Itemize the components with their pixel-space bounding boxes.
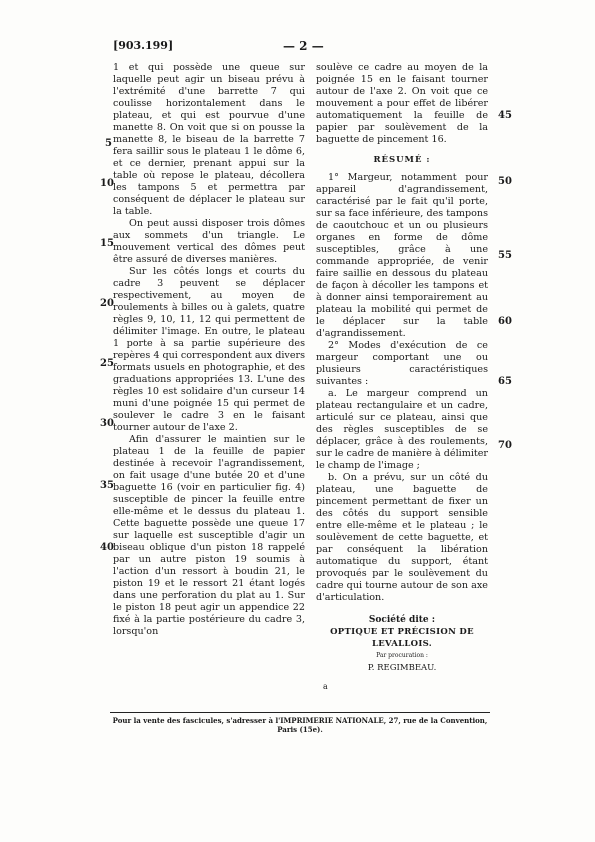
- resume-title: RÉSUMÉ :: [373, 155, 431, 165]
- signature-label: Société dite :: [368, 615, 436, 625]
- patent-number: [903.199]: [113, 39, 174, 52]
- line-number: 60: [498, 316, 512, 327]
- page-header: [113, 39, 483, 55]
- line-number: 15: [100, 238, 114, 249]
- line-number: 45: [498, 110, 512, 121]
- resume-item: a. Le margeur comprend un plateau rectangulaire et un cadre, articulé sur ce plateau, ainsi que des règles susceptibles de se déplacer, grâce à des roulements, sur le cadre de manière à délimiter le champ de l'image ;: [316, 388, 489, 471]
- company-name: OPTIQUE ET PRÉCISION DE LEVALLOIS.: [330, 627, 474, 649]
- signature-block: [316, 614, 488, 674]
- line-number: 65: [498, 376, 512, 387]
- line-number: 20: [100, 298, 114, 309]
- resume-item: b. On a prévu, sur un côté du plateau, une baguette de pincement permettant de fixer un des côtés du support sensible entre elle-même et le plateau ; le soulèvement de cette baguette, et par conséquent la libération automatique du support, étant provoqués par le soulèvement du cadre qui tourne autour de son axe d'articulation.: [316, 472, 488, 603]
- paragraph: On peut aussi disposer trois dômes aux sommets d'un triangle. Le mouvement vertical des dômes peut être assuré de diverses manières.: [113, 218, 305, 265]
- line-number: 70: [498, 440, 512, 451]
- right-column: [316, 62, 488, 674]
- left-column: [113, 62, 305, 638]
- line-number: 25: [100, 358, 114, 369]
- line-number: 55: [498, 250, 512, 261]
- line-number: 10: [100, 178, 114, 189]
- paragraph: Sur les côtés longs et courts du cadre 3 peuvent se déplacer respectivement, au moyen de roulements à billes ou à galets, quatre règles 9, 10, 11, 12 qui permettent de délimiter l'image. En outre, le plateau 1 porte à sa partie supérieure des repères 4 qui correspondent aux divers formats usuels en photographie, et des graduations appropriées 13. L'une des règles 10 est solidaire d'un curseur 14 muni d'une poignée 15 qui permet de soulever le cadre 3 en le faisant tourner autour de l'axe 2.: [113, 266, 306, 433]
- line-number: 40: [100, 542, 114, 553]
- line-number: 35: [100, 480, 114, 491]
- footer-note: Pour la vente des fascicules, s'adresser à l'IMPRIMERIE NATIONALE, 27, rue de la Convention, Paris (15e).: [112, 716, 488, 734]
- footer-divider: [110, 712, 490, 713]
- page-number: — 2 —: [283, 39, 324, 53]
- resume-item: 1° Margeur, notamment pour appareil d'agrandissement, caractérisé par le fait qu'il porte, sur sa face inférieure, des tampons de caoutchouc et un ou plusieurs organes en forme de dôme susceptibles, grâce à une commande appropriée, de venir faire saillie en dessous du plateau de façon à décoller les tampons et à donner ainsi temporairement au plateau la mobilité qui permet de le déplacer sur la table d'agrandissement.: [316, 172, 488, 339]
- page-mark: a: [323, 682, 328, 691]
- line-number: 5: [105, 138, 112, 149]
- line-number: 50: [498, 176, 512, 187]
- procuration-label: Par procuration :: [376, 652, 428, 659]
- signatory-name: P. REGIMBEAU.: [367, 663, 437, 673]
- paragraph: Afin d'assurer le maintien sur le plateau 1 de la feuille de papier destinée à recevoir l'agrandissement, on fait usage d'une butée 20 et d'une baguette 16 (voir en particulier fig. 4) susceptible de pincer la feuille entre elle-même et le dessus du plateau 1. Cette baguette possède une queue 17 sur laquelle est susceptible d'agir un biseau oblique d'un piston 18 rappelé par un autre piston 19 soumis à l'action d'un ressort à boudin 21, le piston 19 et le ressort 21 étant logés dans une perforation du plat au 1. Sur le piston 18 peut agir un appendice 22 fixé à la partie postérieure du cadre 3, lorsqu'on: [113, 434, 305, 637]
- line-number: 30: [100, 418, 114, 429]
- paragraph: 1 et qui possède une queue sur laquelle peut agir un biseau prévu à l'extrémité d'une barrette 7 qui coulisse horizontalement dans le plateau, et qui est pourvue d'une manette 8. On voit que si on pousse la manette 8, le biseau de la barrette 7 fera saillir sous le plateau 1 le dôme 6, et ce dernier, prenant appui sur la table où repose le plateau, décollera les tampons 5 et permettra par conséquent de déplacer le plateau sur la table.: [113, 62, 305, 217]
- resume-item: 2° Modes d'exécution de ce margeur comportant une ou plusieurs caractéristiques suivantes :: [316, 340, 488, 387]
- paragraph: soulève ce cadre au moyen de la poignée 15 en le faisant tourner autour de l'axe 2. On voit que ce mouvement a pour effet de libérer automatiquement la feuille de papier par soulèvement de la baguette de pincement 16.: [316, 62, 488, 145]
